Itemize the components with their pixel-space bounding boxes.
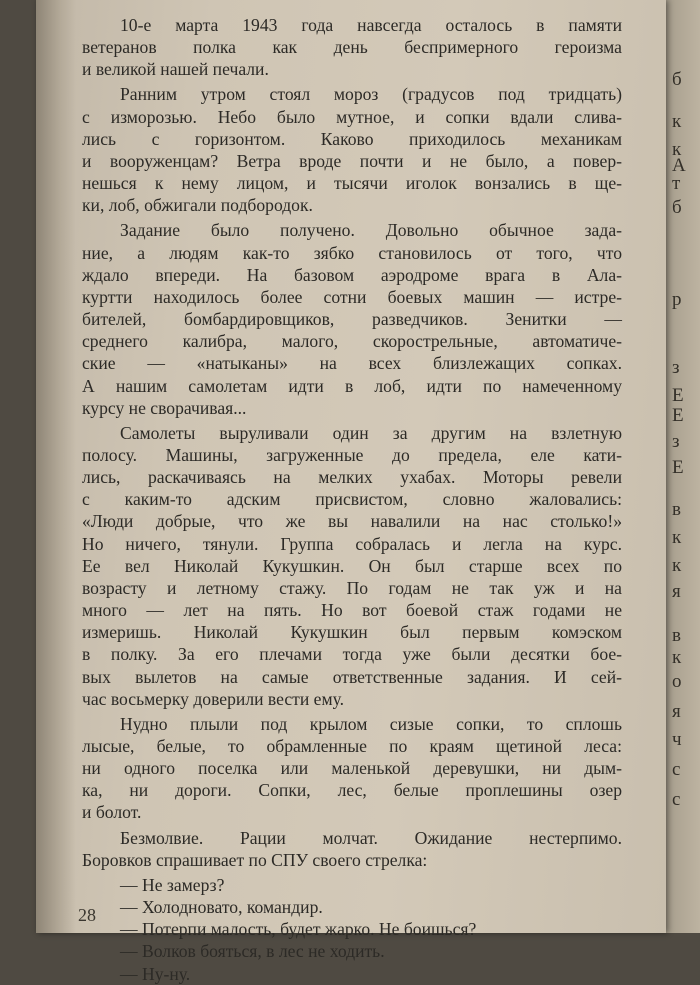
paragraph	[82, 422, 622, 710]
text-line: нешься к нему лицом, и тысячи иголок вонзались в ще-	[82, 173, 622, 194]
text-line: среднего калибра, малого, скорострельные, автоматиче-	[82, 331, 622, 352]
text-line: вых вылетов на самые ответственные задания. И сей-	[82, 666, 622, 687]
edge-fragment: с	[672, 789, 681, 810]
text-line: А нашим самолетам идти в лоб, идти по намеченному	[82, 375, 622, 396]
text-line: — Ну-ну.	[120, 963, 191, 984]
paragraph	[82, 713, 622, 824]
edge-fragment: р	[672, 289, 682, 310]
text-line: измеришь. Николай Кукушкин был первым комэском	[82, 622, 622, 643]
text-line: ветеранов полка как день беспримерного героизма	[82, 37, 622, 58]
text-line: ни одного поселка или маленькой деревушки, ни дым-	[82, 758, 622, 779]
page-fold-shadow	[36, 0, 76, 933]
edge-fragment: т	[672, 173, 681, 194]
text-line: в полку. За его плечами тогда уже были десятки бое-	[82, 644, 622, 665]
text-line: Задание было получено. Довольно обычное зада-	[120, 220, 622, 241]
text-line: Безмолвие. Рации молчат. Ожидание нестерпимо.	[120, 827, 622, 848]
text-line: Ранним утром стоял мороз (градусов под тридцать)	[120, 84, 622, 105]
edge-fragment: А	[672, 155, 686, 176]
edge-fragment: я	[672, 581, 681, 602]
text-line: бителей, бомбардировщиков, разведчиков. Зенитки —	[82, 309, 622, 330]
text-line: 10-е марта 1943 года навсегда осталось в памяти	[120, 15, 622, 35]
edge-fragment: Е	[672, 457, 684, 478]
page-body-text	[82, 14, 622, 985]
text-line: возрасту и летному стажу. По годам не так уж и на	[82, 577, 622, 598]
text-line: ние, а людям как-то зябко становилось от того, что	[82, 242, 622, 263]
text-line: и великой нашей печали.	[82, 59, 269, 80]
edge-fragment: о	[672, 671, 682, 692]
edge-fragment: к	[672, 527, 682, 548]
text-line: Самолеты выруливали один за другим на взлетную	[120, 422, 622, 443]
edge-fragment: ч	[672, 729, 682, 750]
text-line: много — лет на пять. Но вот боевой стаж годами не	[82, 600, 622, 621]
edge-fragment: к	[672, 555, 682, 576]
text-line: «Люди добрые, что же вы навалили на нас столько!»	[82, 511, 622, 532]
edge-fragment: б	[672, 197, 682, 218]
text-line: и вооруженцам? Ветра вроде почти и не было, а повер-	[82, 150, 622, 171]
edge-fragment: к	[672, 647, 682, 668]
edge-fragment: я	[672, 701, 681, 722]
text-line: куртти находилось более сотни боевых машин — истре-	[82, 286, 622, 307]
text-line: с каким-то адским присвистом, словно жаловались:	[82, 489, 622, 510]
paragraph	[82, 874, 622, 896]
paragraph	[82, 827, 622, 871]
text-line: ки, лоб, обжигали подбородок.	[82, 195, 313, 216]
edge-fragment: в	[672, 625, 681, 646]
text-line: Боровков спрашивает по СПУ своего стрелка:	[82, 849, 428, 870]
paragraph	[82, 896, 622, 918]
text-line: лысые, белые, то обрамленные по краям щетиной леса:	[82, 736, 622, 756]
adjacent-page-edge	[666, 0, 700, 933]
text-line: лись с горизонтом. Каково приходилось механикам	[82, 128, 622, 149]
edge-fragment: к	[672, 139, 682, 160]
paragraph	[82, 14, 622, 80]
paragraph	[82, 83, 622, 216]
edge-fragment: к	[672, 111, 682, 132]
text-line: Ее вел Николай Кукушкин. Он был старше всех по	[82, 555, 622, 576]
text-line: Нудно плыли под крылом сизые сопки, то сплошь	[120, 713, 622, 734]
text-line: — Волков бояться, в лес не ходить.	[120, 941, 385, 962]
edge-fragment: Е	[672, 405, 684, 426]
edge-fragment: б	[672, 69, 682, 90]
edge-fragment: с	[672, 759, 681, 780]
edge-fragment: Е	[672, 385, 684, 406]
paragraph	[82, 963, 622, 985]
paragraph	[82, 219, 622, 418]
text-line: — Не замерз?	[120, 874, 225, 895]
text-line: лись, раскачиваясь на мелких ухабах. Моторы ревели	[82, 467, 622, 488]
text-line: ские — «натыканы» на всех близлежащих сопках.	[82, 353, 622, 374]
edge-fragment: з	[672, 431, 680, 452]
text-line: ждало впереди. На базовом аэродроме врага в Ала-	[82, 264, 622, 285]
text-line: час восьмерку доверили вести ему.	[82, 688, 345, 709]
edge-fragment: з	[672, 357, 680, 378]
text-line: курсу не сворачивая...	[82, 397, 247, 418]
text-line: с изморозью. Небо было мутное, и сопки вдали слива-	[82, 106, 622, 127]
edge-fragment: в	[672, 499, 681, 520]
text-line: Но ничего, тянули. Группа собралась и легла на курс.	[82, 533, 622, 554]
text-line: и болот.	[82, 802, 142, 823]
paragraph	[82, 940, 622, 962]
page-number: 28	[78, 905, 96, 925]
text-line: полосу. Машины, загруженные до предела, еле кати-	[82, 444, 622, 465]
text-line: — Потерпи малость, будет жарко. Не боишься?	[120, 919, 477, 940]
text-line: ка, ни дороги. Сопки, лес, белые проплешины озер	[82, 780, 622, 801]
paragraph	[82, 918, 622, 940]
text-line: — Холодновато, командир.	[120, 897, 323, 918]
